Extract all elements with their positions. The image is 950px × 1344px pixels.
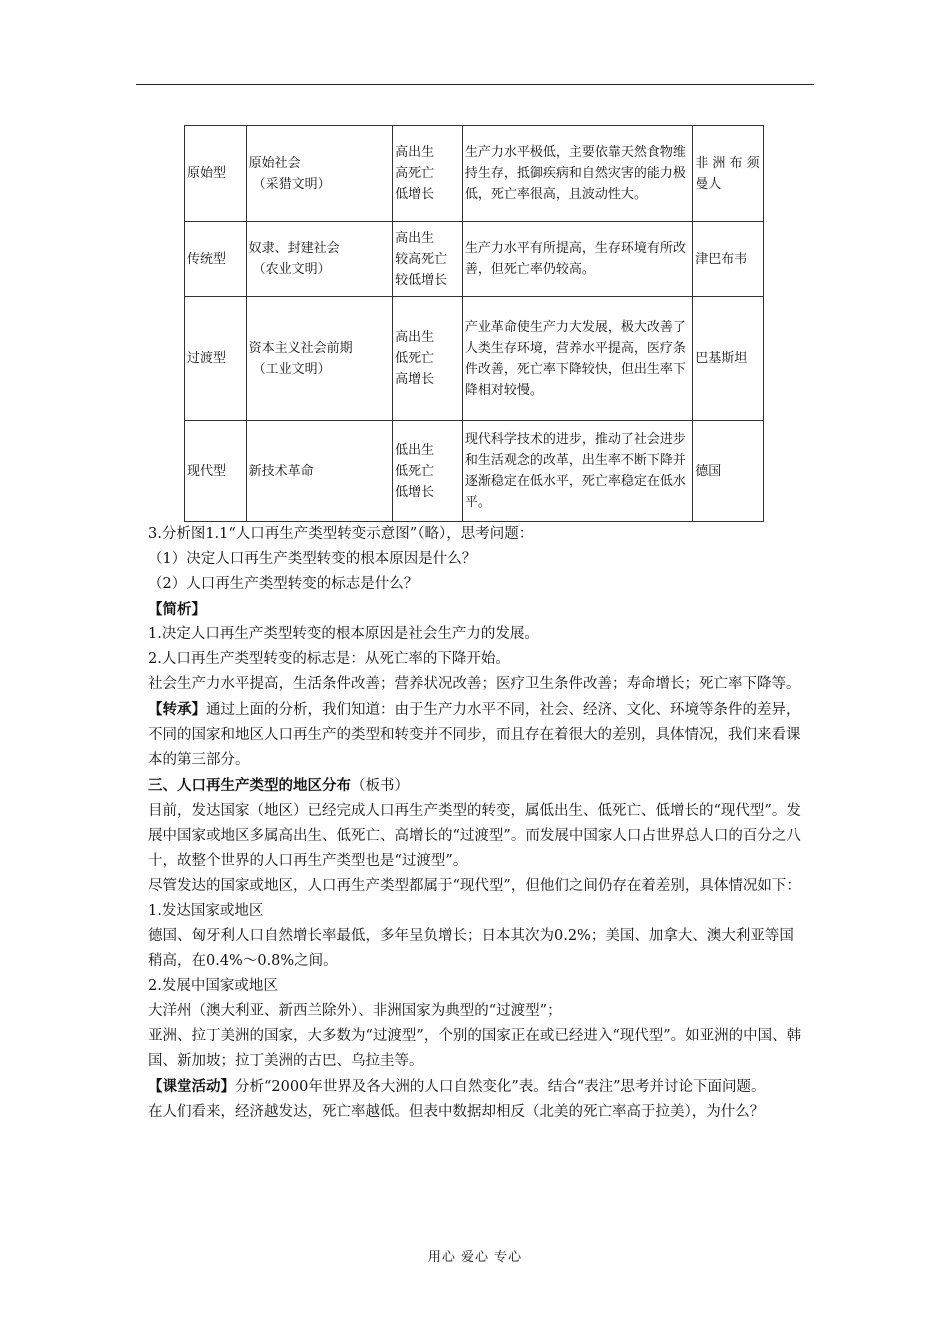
paragraph: 亚洲、拉丁美洲的国家，大多数为“过渡型”，个别的国家正在或已经进入“现代型”。如亚洲的中国、韩国、新加坡；拉丁美洲的古巴、乌拉圭等。 (148, 1028, 802, 1069)
paragraph: 尽管发达的国家或地区，人口再生产类型都属于“现代型”，但他们之间仍存在着差别，具体情况如下： (148, 878, 801, 894)
growth-indicator: 低增长 (395, 187, 435, 202)
society-cell (246, 126, 393, 222)
birth-indicator: 高出生 (395, 230, 435, 246)
reason-cell: 产业革命使生产力大发展，极大改善了人类生存环境，营养水平提高，医疗条件改善，死亡率下降较快，但出生率下降相对较慢。 (462, 297, 692, 421)
type-cell: 现代型 (185, 421, 247, 522)
indicator-cell (393, 126, 463, 222)
table-row (185, 297, 764, 421)
growth-indicator: 高增长 (395, 372, 435, 387)
paragraph: 德国、匈牙利人口自然增长率最低，多年呈负增长；日本其次为0.2%；美国、加拿大、澳大利亚等国稍高，在0.4%～0.8%之间。 (148, 928, 794, 969)
society-subline: （农业文明） (252, 262, 331, 277)
indicator-cell (393, 222, 463, 297)
death-indicator: 较高死亡 (395, 251, 448, 267)
subheading-developed: 1.发达国家或地区 (148, 903, 264, 919)
question-3-2: （2）人口再生产类型转变的标志是什么？ (148, 576, 419, 592)
type-cell: 过渡型 (185, 297, 247, 421)
paragraph: 大洋州（澳大利亚、新西兰除外）、非洲国家为典型的“过渡型”； (148, 1003, 562, 1019)
activity-paragraph (148, 1074, 808, 1100)
birth-indicator: 高出生 (395, 145, 435, 160)
example-cell: 德国 (693, 421, 764, 522)
type-cell: 原始型 (185, 126, 247, 222)
society-line: 资本主义社会前期 (248, 340, 353, 356)
transition-paragraph (148, 697, 808, 773)
activity-label: 【课堂活动】 (148, 1078, 235, 1095)
society-line: 奴隶、封建社会 (248, 241, 340, 256)
society-subline: （采猎文明） (252, 176, 331, 192)
society-cell (246, 421, 393, 522)
answer-1: 1.决定人口再生产类型转变的根本原因是社会生产力的发展。 (148, 626, 539, 642)
society-cell (246, 297, 393, 421)
answer-detail: 社会生产力水平提高，生活条件改善；营养状况改善；医疗卫生条件改善；寿命增长；死亡率下降等。 (148, 676, 801, 692)
subheading-developing: 2.发展中国家或地区 (148, 978, 278, 994)
document-body (148, 522, 808, 1125)
indicator-cell (393, 421, 463, 522)
table-row (185, 222, 764, 297)
question-3-1: （1）决定人口再生产类型转变的根本原因是什么？ (148, 551, 477, 567)
indicator-cell (393, 297, 463, 421)
reason-cell: 生产力水平极低，主要依靠天然食物维 持生存，抵御疾病和自然灾害的能力极低，死亡率很高，且波动性大。 (462, 126, 692, 222)
population-types-table (184, 125, 764, 522)
page-footer: 用心 爱心 专心 (427, 1250, 523, 1265)
birth-indicator: 高出生 (395, 330, 435, 345)
death-indicator: 低死亡 (395, 351, 435, 366)
section-title: 三、人口再生产类型的地区分布 (148, 777, 351, 794)
society-line: 原始社会 (248, 155, 301, 171)
society-cell (246, 222, 393, 297)
table-row (185, 126, 764, 222)
reason-cell: 现代科学技术的进步，推动了社会进步和生活观念的改革，出生率不断下降并逐渐稳定在低水平，死亡率稳定在低水平。 (462, 421, 692, 522)
answer-2: 2.人口再生产类型转变的标志是：从死亡率的下降开始。 (148, 651, 510, 667)
reason-cell: 生产力水平有所提高，生存环境有所改善，但死亡率仍较高。 (462, 222, 692, 297)
header-rule (136, 84, 814, 85)
example-cell: 巴基斯坦 (693, 297, 764, 421)
transition-label: 【转承】 (148, 701, 206, 718)
transition-text: 通过上面的分析，我们知道：由于生产力水平不同，社会、经济、文化、环境等条件的差异，不同的国家和地区人口再生产的类型和转变并不同步，而且存在着很大的差别，具体情况，我们来看课本的第三部分。 (148, 702, 801, 768)
section-heading (148, 773, 808, 799)
paragraph: 目前，发达国家（地区）已经完成人口再生产类型的转变，属低出生、低死亡、低增长的“现代型”。发展中国家或地区多属高出生、低死亡、高增长的“过渡型”。而发展中国家人口占世界总人口的百分之八十，故整个世界的人口再生产类型也是“过渡型”。 (148, 803, 801, 869)
table-row (185, 421, 764, 522)
type-cell: 传统型 (185, 222, 247, 297)
activity-text: 分析“2000年世界及各大洲的人口自然变化”表。结合“表注”思考并讨论下面问题。 (235, 1079, 766, 1095)
death-indicator: 低死亡 (395, 463, 435, 479)
question-3: 3.分析图1.1“人口再生产类型转变示意图”（略），思考问题： (148, 526, 534, 542)
example-cell: 津巴布韦 (693, 222, 764, 297)
analysis-heading: 【简析】 (148, 601, 206, 618)
growth-indicator: 较低增长 (395, 272, 448, 288)
example-cell: 非 洲 布 须曼人 (693, 126, 764, 222)
birth-indicator: 低出生 (395, 442, 435, 458)
society-subline: （工业文明） (252, 361, 331, 377)
growth-indicator: 低增长 (395, 484, 435, 500)
death-indicator: 高死亡 (395, 166, 435, 181)
paragraph: 在人们看来，经济越发达，死亡率越低。但表中数据却相反（北美的死亡率高于拉美），为什么？ (148, 1104, 765, 1120)
section-note: （板书） (351, 778, 409, 794)
society-line: 新技术革命 (248, 463, 314, 479)
